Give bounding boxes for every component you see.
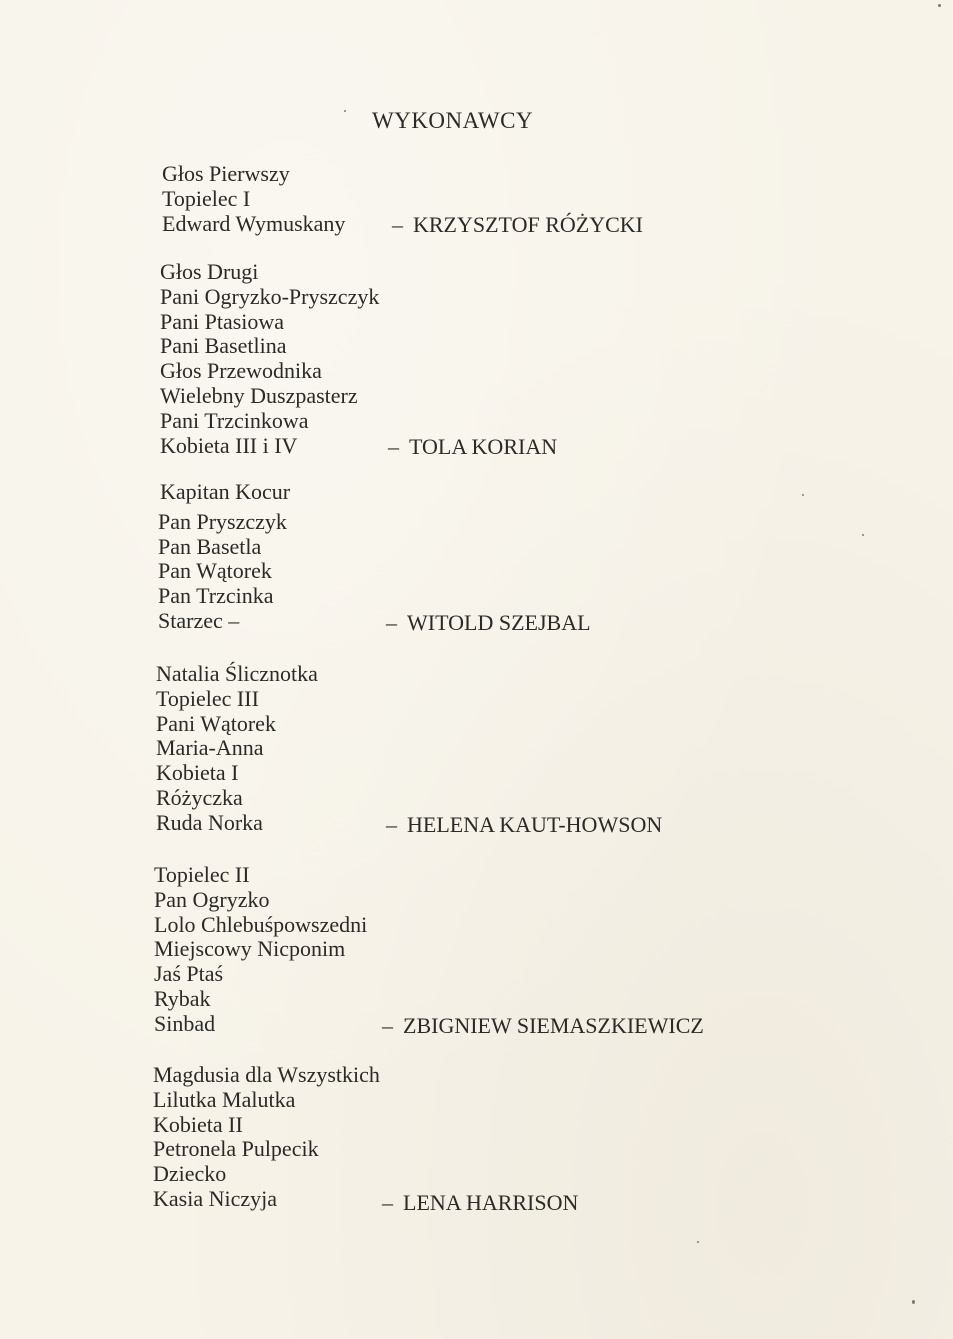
actor-name: LENA HARRISON [403,1190,579,1215]
role-name: Pan Trzcinka [158,583,274,609]
role-name: Rybak [154,985,211,1011]
role-list [160,260,379,458]
role-name: Różyczka [156,784,243,810]
dash: – [388,434,399,459]
scan-speck [697,1241,699,1243]
actor-name: ZBIGNIEW SIEMASZKIEWICZ [403,1013,704,1038]
role-list [156,662,318,836]
role-name: Sinbad [154,1010,216,1036]
role-name: Kapitan Kocur [160,479,291,504]
role-name: Magdusia dla Wszystkich [153,1062,380,1087]
actor-name: WITOLD SZEJBAL [407,610,591,635]
role-name: Dziecko [153,1161,227,1187]
role-name: Starzec – [158,607,240,633]
dash: – [386,812,397,837]
actor-name: KRZYSZTOF RÓŻYCKI [413,212,644,237]
role-name: Pani Basetlina [160,333,287,359]
role-list [158,480,290,634]
role-name: Pan Pryszczyk [158,508,287,534]
dash: – [392,212,403,237]
role-name: Pan Wątorek [158,558,272,584]
role-name: Pan Ogryzko [154,886,270,912]
role-name: Petronela Pulpecik [153,1136,319,1162]
scan-speck [912,1300,915,1304]
role-name: Pani Ogryzko-Pryszczyk [160,283,380,309]
dash: – [382,1190,393,1215]
scan-speck [344,110,346,112]
role-name: Głos Pierwszy [162,161,290,186]
role-name: Topielec II [154,862,250,887]
role-name: Lolo Chlebuśpowszedni [154,911,368,937]
role-name: Głos Przewodnika [160,358,322,384]
actor-entry [386,610,591,636]
role-name: Edward Wymuskany [162,210,346,236]
dash: – [382,1013,393,1038]
role-name: Maria-Anna [156,735,264,761]
role-name: Kobieta I [156,760,239,786]
role-name: Kobieta II [153,1111,243,1137]
role-name: Kobieta III i IV [160,432,298,458]
role-name: Natalia Ślicznotka [156,661,318,686]
role-name: Pan Basetla [158,533,262,559]
role-name: Jaś Ptaś [154,961,224,987]
scan-speck [938,4,941,7]
role-name: Ruda Norka [156,809,263,835]
role-name: Kasia Niczyja [153,1185,277,1211]
actor-name: HELENA KAUT-HOWSON [407,812,663,837]
scan-speck [802,494,804,496]
role-list [154,863,367,1037]
role-name: Wielebny Duszpasterz [160,382,358,408]
scan-speck [862,534,864,536]
role-list [162,162,345,236]
page-title: WYKONAWCY [372,108,534,133]
actor-name: TOLA KORIAN [409,434,558,459]
role-name: Topielec I [162,185,251,211]
actor-entry [388,434,557,460]
role-list [153,1063,380,1212]
role-name: Pani Trzcinkowa [160,407,309,433]
role-name: Pani Ptasiowa [160,308,285,334]
dash: – [386,610,397,635]
role-name: Pani Wątorek [156,710,276,736]
actor-entry [392,212,643,238]
role-name: Głos Drugi [160,259,259,284]
actor-entry [386,812,662,838]
actor-entry [382,1190,578,1216]
role-name: Miejscowy Nicponim [154,936,346,962]
role-name: Lilutka Malutka [153,1086,296,1112]
role-name: Topielec III [156,685,259,711]
actor-entry [382,1013,704,1039]
